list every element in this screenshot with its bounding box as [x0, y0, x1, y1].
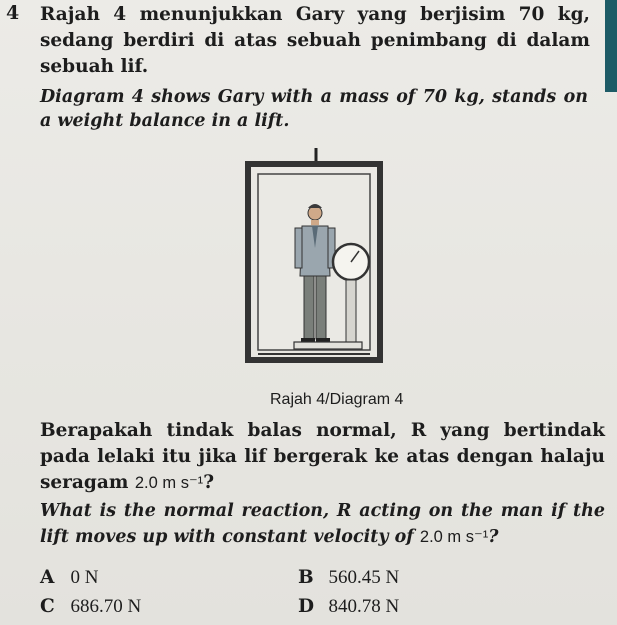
- option-a-letter: A: [40, 567, 55, 588]
- malay-question-suffix: ?: [203, 472, 215, 493]
- option-b[interactable]: [298, 567, 399, 589]
- option-a-value: 0 N: [70, 567, 99, 588]
- option-b-value: 560.45 N: [328, 567, 400, 588]
- malay-question-prefix: Berapakah tindak balas normal, R yang bertindak pada lelaki itu jika lif bergerak ke atas dengan halaju seragam: [40, 420, 605, 493]
- diagram-caption: Rajah 4/Diagram 4: [270, 391, 404, 408]
- lift-diagram: [238, 148, 408, 378]
- option-d-value: 840.78 N: [328, 596, 400, 617]
- english-question-prefix: What is the normal reaction, R acting on the man if the lift moves up with constant velocity of: [40, 501, 605, 547]
- option-d[interactable]: [298, 596, 399, 618]
- option-c-letter: C: [40, 596, 55, 617]
- malay-intro-text: Rajah 4 menunjukkan Gary yang berjisim 70 kg, sedang berdiri di atas sebuah penimbang di dalam sebuah lif.: [40, 4, 590, 77]
- english-question: [40, 498, 605, 550]
- english-intro-text: Diagram 4 shows Gary with a mass of 70 kg, stands on a weight balance in a lift.: [40, 87, 588, 131]
- english-question-suffix: ?: [488, 527, 499, 547]
- option-d-letter: D: [298, 596, 315, 617]
- lift-illustration: [238, 148, 408, 378]
- option-a[interactable]: [40, 567, 98, 589]
- english-velocity: 2.0 m s⁻¹: [419, 528, 489, 546]
- malay-velocity: 2.0 m s⁻¹: [134, 474, 204, 492]
- question-number: 4: [6, 2, 20, 24]
- option-b-letter: B: [298, 567, 314, 588]
- option-c[interactable]: [40, 596, 141, 618]
- option-c-value: 686.70 N: [70, 596, 142, 617]
- page-edge-strip: [605, 0, 617, 92]
- malay-question: [40, 418, 605, 496]
